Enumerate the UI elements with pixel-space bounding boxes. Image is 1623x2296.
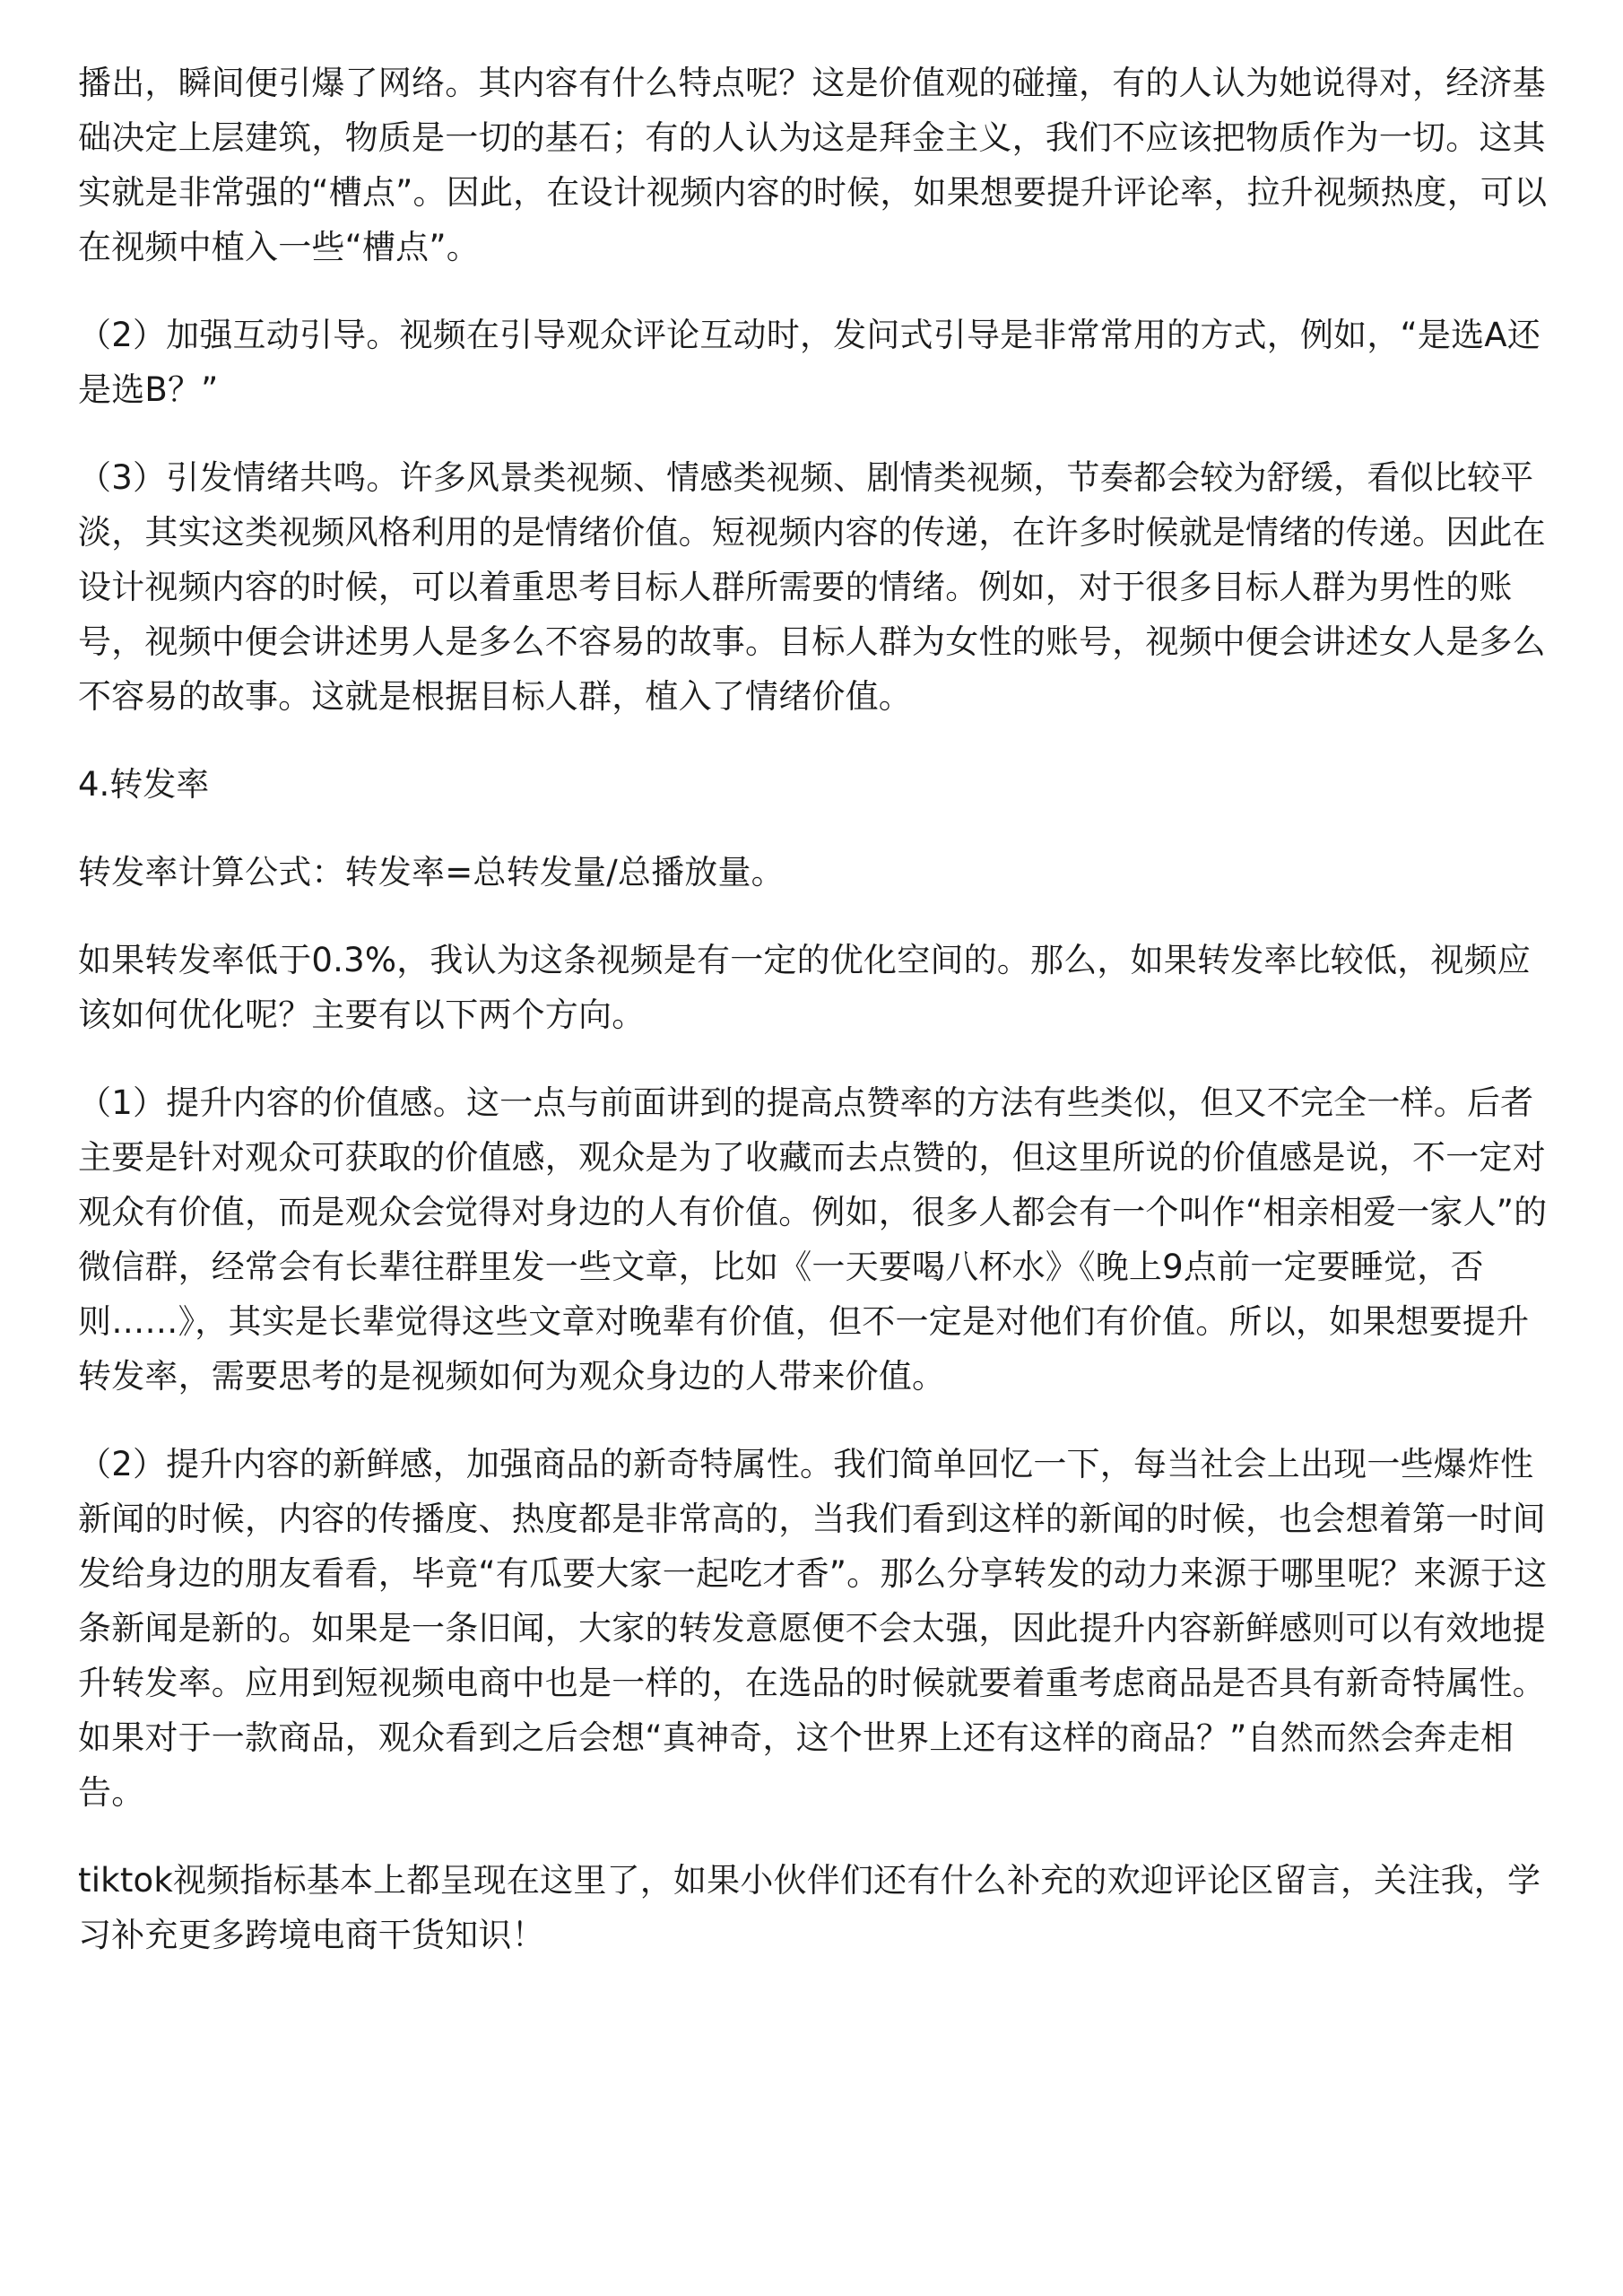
paragraph-comment-rate-intro: 播出，瞬间便引爆了网络。其内容有什么特点呢？这是价值观的碰撞，有的人认为她说得对，经济基础决定上层建筑，物质是一切的基石；有的人认为这是拜金主义，我们不应该把物质作为一切。这其实就是非常强的“槽点”。因此，在设计视频内容的时候，如果想要提升评论率，拉升视频热度，可以在视频中植入一些“槽点”。 [78,64,1548,266]
paragraph-emotional-resonance: （3）引发情绪共鸣。许多风景类视频、情感类视频、剧情类视频，节奏都会较为舒缓，看似比较平淡，其实这类视频风格利用的是情绪价值。短视频内容的传递，在许多时候就是情绪的传递。因此在设计视频内容的时候，可以着重思考目标人群所需要的情绪。例如，对于很多目标人群为男性的账号，视频中便会讲述男人是多么不容易的故事。目标人群为女性的账号，视频中便会讲述女人是多么不容易的故事。这就是根据目标人群，植入了情绪价值。 [78,458,1546,716]
paragraph-closing: tiktok视频指标基本上都呈现在这里了，如果小伙伴们还有什么补充的欢迎评论区留言，关注我，学习补充更多跨境电商干货知识！ [78,1861,1541,1954]
paragraph-share-rate-threshold: 如果转发率低于0.3%，我认为这条视频是有一定的优化空间的。那么，如果转发率比较低，视频应该如何优化呢？主要有以下两个方向。 [78,941,1531,1034]
document-body [78,56,1562,1996]
paragraph-value-sense: （1）提升内容的价值感。这一点与前面讲到的提高点赞率的方法有些类似，但又不完全一样。后者主要是针对观众可获取的价值感，观众是为了收藏而去点赞的，但这里所说的价值感是说，不一定对观众有价值，而是观众会觉得对身边的人有价值。例如，很多人都会有一个叫作“相亲相爱一家人”的微信群，经常会有长辈往群里发一些文章，比如《一天要喝八杯水》《晚上9点前一定要睡觉，否则……》，其实是长辈觉得这些文章对晚辈有价值，但不一定是对他们有价值。所以，如果想要提升转发率，需要思考的是视频如何为观众身边的人带来价值。 [78,1083,1548,1396]
paragraph-interaction-guide: （2）加强互动引导。视频在引导观众评论互动时，发问式引导是非常常用的方式，例如，“是选A还是选B？” [78,316,1541,409]
paragraph-share-rate-formula: 转发率计算公式：转发率=总转发量/总播放量。 [78,853,785,891]
section-heading-share-rate: 4.转发率 [78,765,210,804]
paragraph-novelty: （2）提升内容的新鲜感，加强商品的新奇特属性。我们简单回忆一下，每当社会上出现一些爆炸性新闻的时候，内容的传播度、热度都是非常高的，当我们看到这样的新闻的时候，也会想着第一时间发给身边的朋友看看，毕竟“有瓜要大家一起吃才香”。那么分享转发的动力来源于哪里呢？来源于这条新闻是新的。如果是一条旧闻，大家的转发意愿便不会太强，因此提升内容新鲜感则可以有效地提升转发率。应用到短视频电商中也是一样的，在选品的时候就要着重考虑商品是否具有新奇特属性。如果对于一款商品，观众看到之后会想“真神奇，这个世界上还有这样的商品？”自然而然会奔走相告。 [78,1445,1548,1812]
